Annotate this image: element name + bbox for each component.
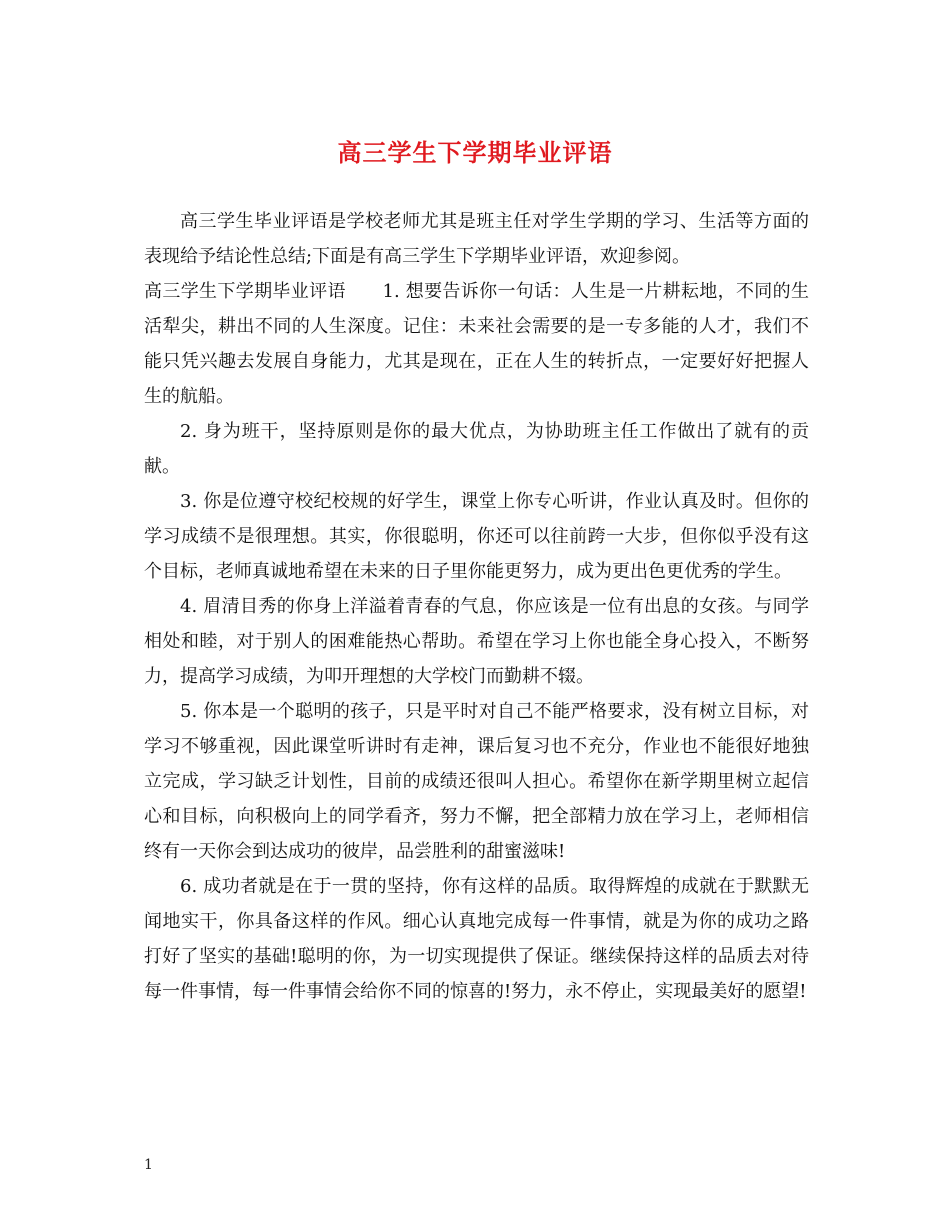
item-paragraph-6: 6. 成功者就是在于一贯的坚持，你有这样的品质。取得辉煌的成就在于默默无闻地实干，你具备这样的作风。细心认真地完成每一件事情，就是为你的成功之路打好了坚实的基础!聪明的你，为一切实现提供了保证。继续保持这样的品质去对待每一件事情，每一件事情会给你不同的惊喜的!努力，永不停止，实现最美好的愿望! xyxy=(144,876,809,1002)
document-body xyxy=(144,204,809,1009)
intro-paragraph: 高三学生毕业评语是学校老师尤其是班主任对学生学期的学习、生活等方面的表现给予结论性总结;下面是有高三学生下学期毕业评语，欢迎参阅。 xyxy=(144,211,809,267)
item-paragraph-3: 3. 你是位遵守校纪校规的好学生，课堂上你专心听讲，作业认真及时。但你的学习成绩不是很理想。其实，你很聪明，你还可以往前跨一大步，但你似乎没有这个目标，老师真诚地希望在未来的日子里你能更努力，成为更出色更优秀的学生。 xyxy=(144,491,809,582)
document-title: 高三学生下学期毕业评语 xyxy=(337,138,613,167)
item-paragraph-2: 2. 身为班干，坚持原则是你的最大优点，为协助班主任工作做出了就有的贡献。 xyxy=(144,421,809,477)
item-paragraph-4: 4. 眉清目秀的你身上洋溢着青春的气息，你应该是一位有出息的女孩。与同学相处和睦，对于别人的困难能热心帮助。希望在学习上你也能全身心投入，不断努力，提高学习成绩，为叩开理想的大学校门而勤耕不辍。 xyxy=(144,596,809,687)
page-number: 1 xyxy=(144,1157,153,1173)
item-paragraph-5: 5. 你本是一个聪明的孩子，只是平时对自己不能严格要求，没有树立目标，对学习不够重视，因此课堂听讲时有走神，课后复习也不充分，作业也不能很好地独立完成，学习缺乏计划性，目前的成绩还很叫人担心。希望你在新学期里树立起信心和目标，向积极向上的同学看齐，努力不懈，把全部精力放在学习上，老师相信终有一天你会到达成功的彼岸，品尝胜利的甜蜜滋味! xyxy=(144,701,809,862)
first-item-paragraph: 高三学生下学期毕业评语 1. 想要告诉你一句话：人生是一片耕耘地，不同的生活犁尖，耕出不同的人生深度。记住：未来社会需要的是一专多能的人才，我们不能只凭兴趣去发展自身能力，尤其是现在，正在人生的转折点，一定要好好把握人生的航船。 xyxy=(144,281,809,407)
